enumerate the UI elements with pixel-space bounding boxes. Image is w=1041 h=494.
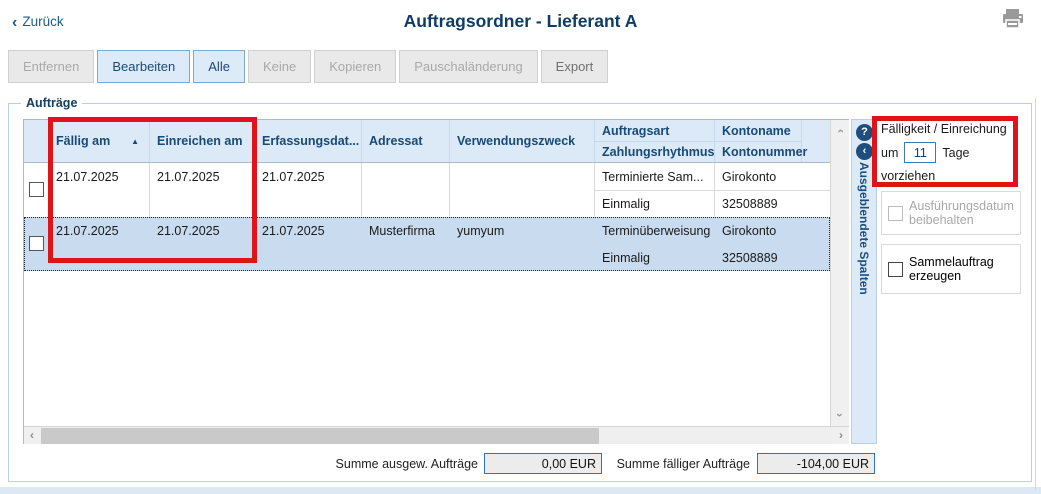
table-header — [24, 120, 830, 162]
scrollbar-thumb[interactable] — [41, 428, 599, 444]
back-chevron-icon: ‹ — [12, 14, 18, 31]
column-header-einreichen-am[interactable] — [150, 120, 255, 162]
keep-execution-date-checkbox[interactable] — [888, 206, 903, 221]
column-header-adressat[interactable] — [362, 120, 450, 162]
cell-erfassungsdatum: 21.07.2025 — [255, 163, 362, 217]
advance-days-input[interactable] — [904, 142, 936, 163]
cell-faellig-am: 21.07.2025 — [56, 224, 119, 238]
column-header-zahlungsrhythmus[interactable] — [595, 141, 715, 162]
scroll-up-icon[interactable]: › — [833, 129, 847, 133]
kopieren-button[interactable]: Kopieren — [314, 50, 396, 83]
cell-adressat: Musterfirma — [369, 224, 435, 238]
pauschalaenderung-button[interactable]: Pauschaländerung — [399, 50, 537, 83]
collective-order-label: Sammelauftrag erzeugen — [909, 255, 994, 283]
column-header-faellig-am[interactable] — [49, 120, 150, 162]
column-label: Kontonummer — [722, 145, 808, 159]
row-checkbox[interactable] — [29, 182, 44, 197]
entfernen-button[interactable]: Entfernen — [8, 50, 94, 83]
export-button[interactable]: Export — [541, 50, 609, 83]
bearbeiten-button[interactable]: Bearbeiten — [97, 50, 190, 83]
collapse-strip-icon[interactable]: ‹ — [856, 143, 873, 160]
page-title: Auftragsordner - Lieferant A — [403, 11, 638, 31]
cell-einreichen-am: 21.07.2025 — [150, 163, 255, 217]
sort-asc-icon: ▲ — [131, 136, 139, 146]
cell-adressat — [362, 163, 450, 217]
print-icon[interactable] — [1001, 8, 1025, 30]
keep-execution-date-label: Ausführungsdatum beibehalten — [909, 199, 1014, 227]
cell-kontonummer: 32508889 — [722, 250, 778, 265]
scroll-down-icon[interactable]: › — [833, 413, 847, 417]
column-header-kontonummer[interactable] — [715, 141, 808, 162]
keine-button[interactable]: Keine — [248, 50, 311, 83]
row-checkbox-cell — [24, 217, 49, 271]
column-label: Auftragsart — [602, 123, 670, 138]
advance-days-panel — [881, 122, 1021, 189]
auftraege-groupbox — [8, 96, 1032, 482]
collective-order-option — [881, 244, 1021, 294]
cell-verwendungszweck — [450, 163, 595, 217]
cell-zahlungsrhythmus: Einmalig — [595, 190, 715, 217]
hidden-columns-strip — [851, 119, 877, 444]
cell-einreichen-am: 21.07.2025 — [157, 224, 220, 238]
cell-verwendungszweck: yumyum — [457, 224, 505, 238]
cell-erfassungsdatum: 21.07.2025 — [262, 224, 325, 238]
table-row[interactable] — [24, 163, 830, 217]
column-label: Verwendungszweck — [457, 134, 576, 148]
column-label: Fällig am — [56, 134, 111, 148]
horizontal-scrollbar[interactable] — [24, 426, 849, 444]
help-icon[interactable]: ? — [856, 124, 873, 141]
vertical-scrollbar[interactable] — [830, 120, 849, 426]
cell-faellig-am: 21.07.2025 — [49, 163, 150, 217]
advance-line1: Fälligkeit / Einreichung — [881, 122, 1007, 136]
advance-line3: vorziehen — [881, 169, 936, 183]
back-label: Zurück — [22, 14, 64, 29]
advance-prefix: um — [881, 145, 899, 160]
table-row-selected[interactable] — [24, 217, 830, 271]
column-header-verwendungszweck[interactable] — [450, 120, 595, 162]
cell-zahlungsrhythmus: Einmalig — [602, 250, 650, 265]
summary-selected-value: 0,00 EUR — [484, 453, 602, 474]
column-label: Kontoname — [722, 123, 791, 138]
scroll-right-icon[interactable]: › — [833, 427, 849, 444]
keep-execution-date-option — [881, 191, 1021, 235]
hidden-columns-label: Ausgeblendete Spalten — [857, 162, 871, 295]
cell-kontoname: Girokonto — [722, 169, 777, 184]
cell-auftragsart: Terminierte Sam... — [595, 163, 715, 190]
summary-due-label: Summe fälliger Aufträge — [616, 457, 750, 471]
orders-table — [23, 119, 849, 444]
cell-auftragsart: Terminüberweisung — [602, 223, 711, 238]
scroll-left-icon[interactable]: ‹ — [24, 427, 40, 444]
collective-order-checkbox[interactable] — [888, 262, 903, 277]
summary-selected-label: Summe ausgew. Aufträge — [335, 457, 478, 471]
header-filler — [802, 120, 830, 162]
groupbox-legend: Aufträge — [21, 96, 82, 110]
column-label: Erfassungsdat... — [262, 134, 360, 148]
column-label: Adressat — [369, 134, 423, 148]
column-header-erfassungsdatum[interactable] — [255, 120, 362, 162]
row-checkbox-cell — [24, 163, 49, 217]
toolbar — [8, 50, 608, 83]
column-header-auftragsart[interactable] — [595, 120, 715, 141]
cell-kontoname: Girokonto — [722, 223, 777, 238]
alle-button[interactable]: Alle — [193, 50, 245, 83]
header-checkbox-spacer — [24, 120, 49, 162]
column-label: Zahlungsrhythmus — [602, 145, 715, 159]
footer-strip — [0, 487, 1041, 494]
right-edge-divider — [1035, 98, 1036, 490]
summary-due-value: -104,00 EUR — [757, 453, 875, 474]
cell-kontonummer: 32508889 — [715, 190, 830, 217]
column-label: Einreichen am — [157, 134, 243, 148]
advance-suffix: Tage — [942, 145, 970, 160]
column-header-kontoname[interactable] — [715, 120, 802, 141]
row-checkbox[interactable] — [29, 236, 44, 251]
